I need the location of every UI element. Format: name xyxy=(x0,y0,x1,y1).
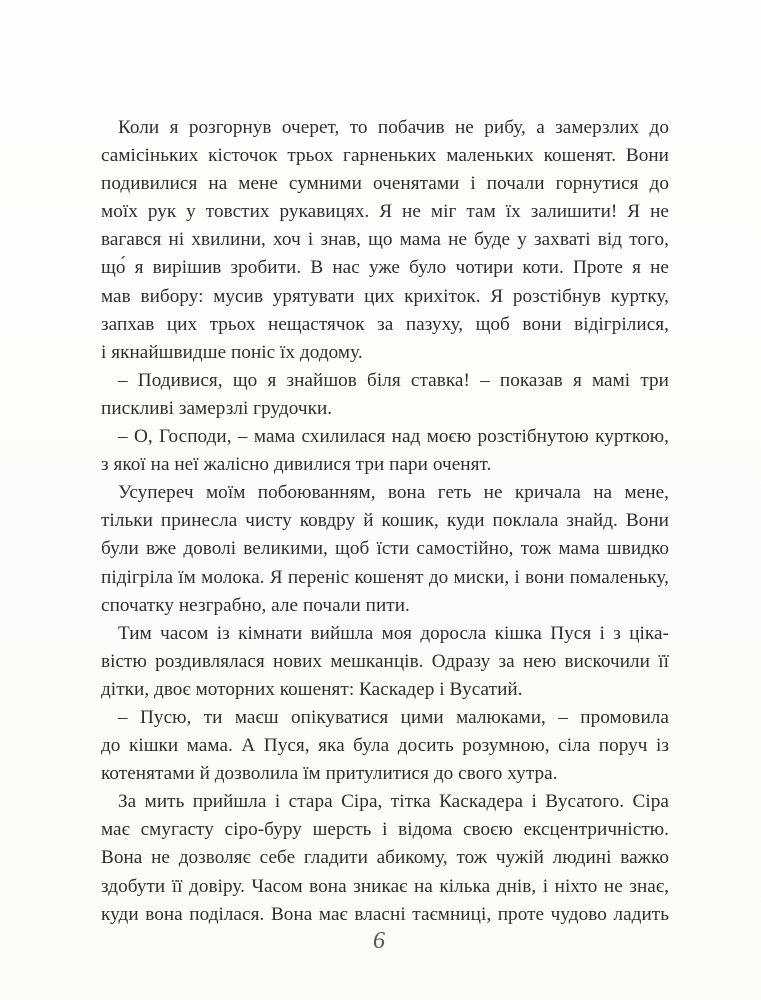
text-line: пискливі замерзлі грудочки. xyxy=(101,397,333,419)
text-line: підігріла їм молока. Я переніс кошенят до миски, і вони помаленьку, xyxy=(101,566,669,588)
text-line: вагався ні хвилини, хоч і знав, що мама не буде у захваті від того, xyxy=(101,229,669,251)
text-line: спочатку незграбно, але почали пити. xyxy=(101,594,410,616)
text-line: самісіньких кісточок трьох гарненьких маленьких кошенят. Вони xyxy=(101,145,669,167)
text-line: що́ я вирішив зробити. В нас уже було чотири коти. Проте я не xyxy=(101,257,669,279)
text-line: – Пусю, ти маєш опікуватися цими малюками, – промовила xyxy=(118,706,669,728)
text-line: котенятами й дозволила їм притулитися до свого хутра. xyxy=(101,763,558,785)
text-line: були вже доволі великими, щоб їсти самостійно, тож мама швидко xyxy=(101,538,669,560)
text-line: подивилися на мене сумними оченятами і почали горнутися до xyxy=(101,173,669,195)
text-line: запхав цих трьох нещастячок за пазуху, щоб вони відігрілися, xyxy=(101,313,669,335)
text-line: і якнайшвидше поніс їх додому. xyxy=(101,341,363,363)
text-line: має смугасту сіро-буру шерсть і відома своєю ексцентричністю. xyxy=(101,819,669,841)
page-number: 6 xyxy=(373,928,385,954)
text-line: дітки, двоє моторних кошенят: Каскадер і Вусатий. xyxy=(101,678,523,700)
text-line: моїх рук у товстих рукавицях. Я не міг там їх залишити! Я не xyxy=(101,201,669,223)
text-line: до кішки мама. А Пуся, яка була досить розумною, сіла поруч із xyxy=(101,735,669,757)
text-line: здобути її довіру. Часом вона зникає на кілька днів, і ніхто не знає, xyxy=(101,875,669,897)
text-line: з якої на неї жалісно дивилися три пари оченят. xyxy=(101,454,492,476)
body-text xyxy=(101,114,669,929)
text-line: тільки принесла чисту ковдру й кошик, куди поклала знайд. Вони xyxy=(101,510,669,532)
text-line: мав вибору: мусив урятувати цих крихіток. Я розстібнув куртку, xyxy=(101,285,669,307)
text-line: – О, Господи, – мама схилилася над моєю розстібнутою курткою, xyxy=(118,426,669,448)
text-line: Тим часом із кімнати вийшла моя доросла кішка Пуся і з ціка- xyxy=(118,622,669,644)
text-line: вістю роздивлялася нових мешканців. Одразу за нею вискочили її xyxy=(101,650,669,672)
text-line: Усупереч моїм побоюванням, вона геть не кричала на мене, xyxy=(118,482,669,504)
text-line: – Подивися, що я знайшов біля ставка! – показав я мамі три xyxy=(118,369,669,391)
text-line: куди вона поділася. Вона має власні таємниці, проте чудово ладить xyxy=(101,903,669,925)
text-line: Коли я розгорнув очерет, то побачив не рибу, а замерзлих до xyxy=(118,117,669,138)
text-line: Вона не дозволяє себе гладити абикому, тож чужій людині важко xyxy=(101,847,669,869)
text-line: За мить прийшла і стара Сіра, тітка Каскадера і Вусатого. Сіра xyxy=(118,791,669,813)
